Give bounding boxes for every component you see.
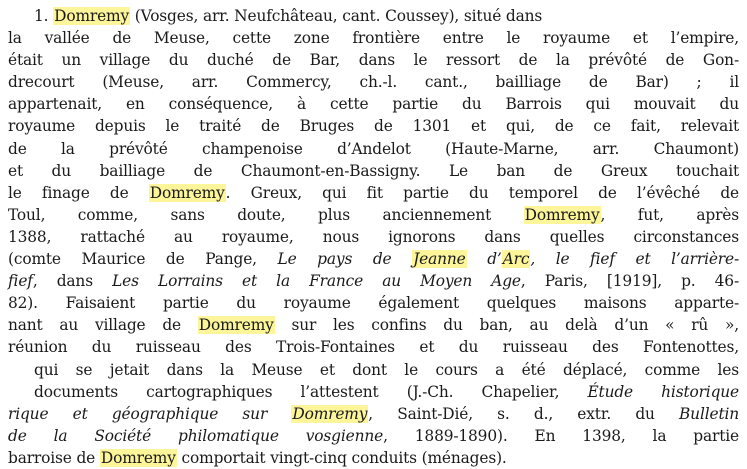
search-highlight: Domremy [100, 448, 176, 467]
text-run: sur les confins du ban, au delà d’un « rû », [274, 316, 739, 335]
text-run: . Greux, qui fit partie du temporel de l’évêché de [225, 183, 739, 202]
text-run: (Vosges, arr. Neufchâteau, cant. Coussey), situé dans [130, 7, 543, 25]
search-highlight: Domremy [54, 7, 130, 25]
footnote-line [8, 93, 739, 115]
footnote-line [8, 115, 739, 137]
footnote-line [8, 270, 739, 292]
text-run: 82). Faisaient partie du royaume également quelques maisons apparte- [8, 294, 739, 313]
footnote-text [8, 5, 739, 469]
text-run: , Paris, [1919], p. 46- [520, 272, 739, 291]
search-highlight: Domremy [149, 183, 225, 202]
text-run: , 1889-1890). En 1398, la partie [383, 426, 739, 445]
footnote-line [8, 425, 739, 447]
italic-text: Le pays de [277, 250, 413, 269]
text-run: qui se jetait dans la Meuse et dont le cours a été déplacé, comme les [34, 360, 739, 379]
text-run: 1. [34, 7, 54, 25]
footnote-line [8, 226, 739, 248]
italic-text: de la Société philomatique vosgienne [8, 426, 384, 445]
text-run: , fut, après [600, 205, 739, 224]
footnote-line [8, 314, 739, 336]
footnote-line [8, 403, 739, 425]
footnote-line [8, 27, 739, 49]
search-highlight: Domremy [292, 404, 368, 423]
footnote-line [8, 248, 739, 270]
italic-text: d’ [466, 250, 502, 269]
text-run: (comte Maurice de Pange, [8, 250, 278, 269]
italic-text: fief [8, 272, 33, 291]
footnote-line [8, 71, 739, 93]
text-run: comportait vingt-cinq conduits (ménages). [176, 448, 507, 467]
italic-text: Les Lorrains et la France au Moyen Age [112, 272, 521, 291]
text-run: documents cartographiques l’attestent (J.-Ch. Chapelier, [34, 382, 588, 401]
text-run: drecourt (Meuse, arr. Commercy, ch.-l. cant., bailliage de Bar) ; il [8, 73, 739, 92]
footnote-line [8, 359, 739, 381]
text-run: Toul, comme, sans doute, plus anciennement [8, 205, 524, 224]
text-run: et du bailliage de Chaumont-en-Bassigny. Le ban de Greux touchait [8, 161, 739, 180]
footnote-line [8, 5, 739, 27]
footnote-line [8, 49, 739, 71]
text-run: nant au village de [8, 316, 198, 335]
text-run: , Saint-Dié, s. d., extr. du [368, 404, 680, 423]
text-run: de la prévôté champenoise d’Andelot (Haute-Marne, arr. Chaumont) [8, 139, 739, 158]
text-run: 1388, rattaché au royaume, nous ignorons dans quelles circonstances [8, 227, 739, 246]
footnote-line [8, 447, 739, 469]
text-run: le finage de [8, 183, 149, 202]
search-highlight: Domremy [198, 316, 274, 335]
text-run: appartenait, en conséquence, à cette partie du Barrois qui mouvait du [8, 95, 739, 114]
text-run: était un village du duché de Bar, dans le ressort de la prévôté de Gon- [8, 51, 739, 70]
italic-text: Bulletin [679, 404, 740, 423]
search-highlight: Arc [502, 250, 530, 269]
footnote-line [8, 292, 739, 314]
footnote-line [8, 204, 739, 226]
footnote-line [8, 160, 739, 182]
text-run: réunion du ruisseau des Trois-Fontaines et du ruisseau des Fontenottes, [8, 338, 739, 357]
footnote-line [8, 138, 739, 160]
search-highlight: Jeanne [413, 250, 466, 269]
text-run: , dans [32, 272, 113, 291]
italic-text: rique et géographique sur [8, 404, 292, 423]
italic-text: , le fief et l’arrière- [530, 250, 740, 269]
text-run: barroise de [8, 448, 100, 467]
italic-text: Étude historique [587, 382, 739, 401]
text-run: la vallée de Meuse, cette zone frontière entre le royaume et l’empire, [8, 29, 739, 48]
footnote-line [8, 336, 739, 358]
footnote-line [8, 381, 739, 403]
footnote-line [8, 182, 739, 204]
search-highlight: Domremy [524, 205, 600, 224]
text-run: royaume depuis le traité de Bruges de 1301 et qui, de ce fait, relevait [8, 117, 739, 136]
